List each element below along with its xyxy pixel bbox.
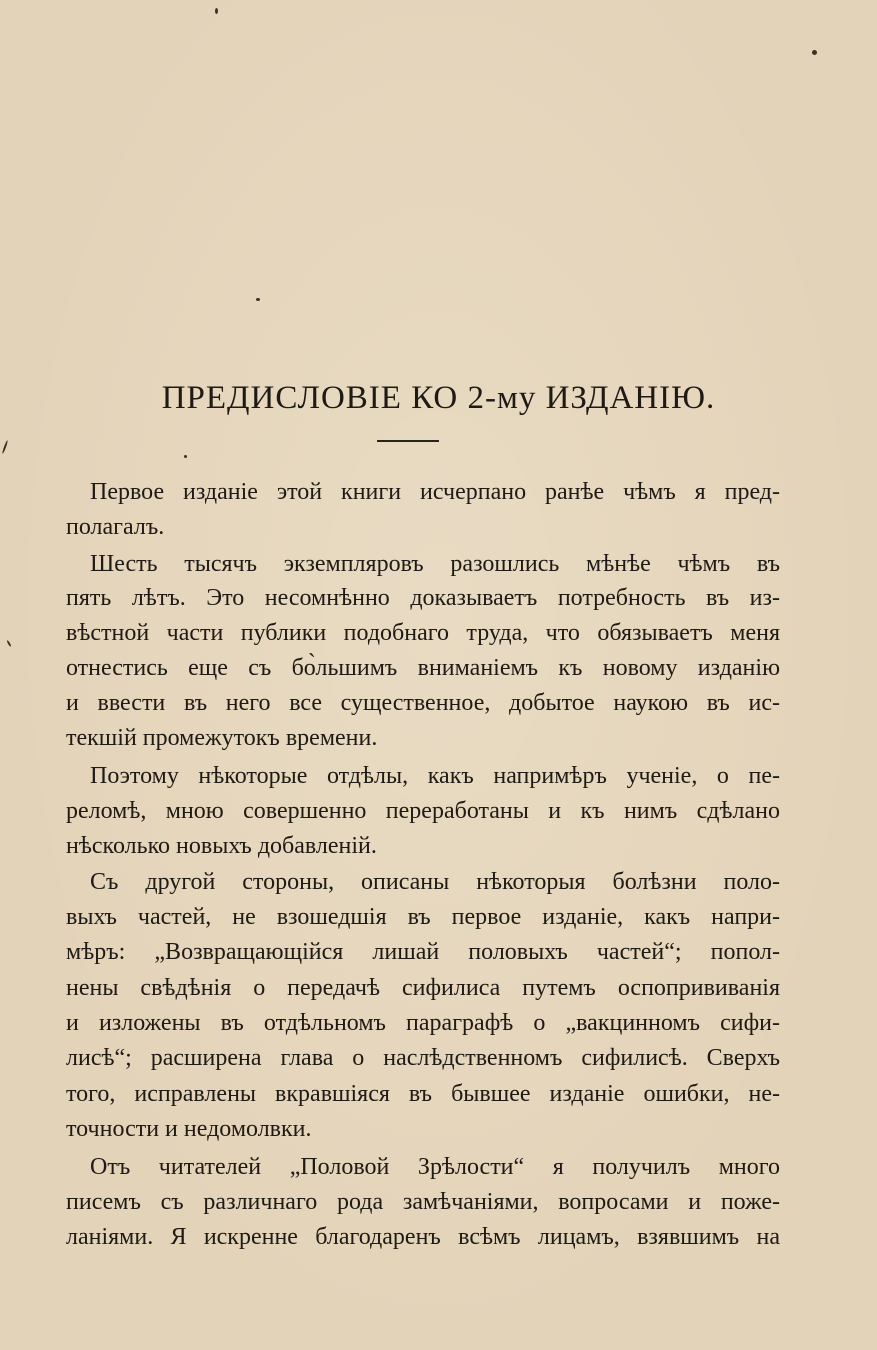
- text-line: Съ другой стороны, описаны нѣкоторыя болѣзни поло-: [90, 869, 780, 895]
- page-title: ПРЕДИСЛОВІЕ КО 2-му ИЗДАНІЮ.: [161, 380, 716, 416]
- text-line: Первое изданіе этой книги исчерпано ранѣе чѣмъ я пред-: [90, 479, 780, 505]
- text-line: отнестись еще съ бо̀льшимъ вниманіемъ къ новому изданію: [66, 655, 780, 681]
- text-line: Шесть тысячъ экземпляровъ разошлись мѣнѣе чѣмъ въ: [90, 551, 780, 577]
- text-line: лисѣ“; расширена глава о наслѣдственномъ сифилисѣ. Сверхъ: [66, 1045, 780, 1071]
- ink-speck: [256, 298, 260, 301]
- text-line: писемъ съ различнаго рода замѣчаніями, вопросами и поже-: [66, 1189, 780, 1215]
- ink-speck: [184, 455, 187, 458]
- text-line: того, исправлены вкравшіяся въ бывшее изданіе ошибки, не-: [66, 1081, 780, 1107]
- text-line: пять лѣтъ. Это несомнѣнно доказываетъ потребность въ из-: [66, 585, 780, 611]
- text-line: мѣръ: „Возвращающійся лишай половыхъ частей“; попол-: [66, 939, 780, 965]
- text-line: нены свѣдѣнія о передачѣ сифилиса путемъ оспопрививанія: [66, 975, 780, 1001]
- text-line: Поэтому нѣкоторые отдѣлы, какъ напримѣръ ученіе, о пе-: [90, 763, 780, 789]
- text-line: Отъ читателей „Половой Зрѣлости“ я получилъ много: [90, 1154, 780, 1180]
- text-line: текшій промежутокъ времени.: [66, 725, 378, 751]
- text-line: вѣстной части публики подобнаго труда, что обязываетъ меня: [66, 620, 780, 646]
- text-line: реломѣ, мною совершенно переработаны и къ нимъ сдѣлано: [66, 798, 780, 824]
- text-line: нѣсколько новыхъ добавленій.: [66, 833, 377, 859]
- ink-speck: [812, 50, 817, 55]
- text-line: и ввести въ него все существенное, добытое наукою въ ис-: [66, 690, 780, 716]
- ink-speck: [215, 8, 218, 14]
- text-line: точности и недомолвки.: [66, 1116, 312, 1142]
- text-line: выхъ частей, не взошедшія въ первое изданіе, какъ напри-: [66, 904, 780, 930]
- text-line: ланіями. Я искренне благодаренъ всѣмъ лицамъ, взявшимъ на: [66, 1224, 780, 1250]
- ink-speck: [6, 640, 11, 647]
- text-line: и изложены въ отдѣльномъ параграфѣ о „вакцинномъ сифи-: [66, 1010, 780, 1036]
- text-line: полагалъ.: [66, 514, 165, 540]
- title-divider: [377, 440, 439, 442]
- ink-speck: [2, 440, 9, 454]
